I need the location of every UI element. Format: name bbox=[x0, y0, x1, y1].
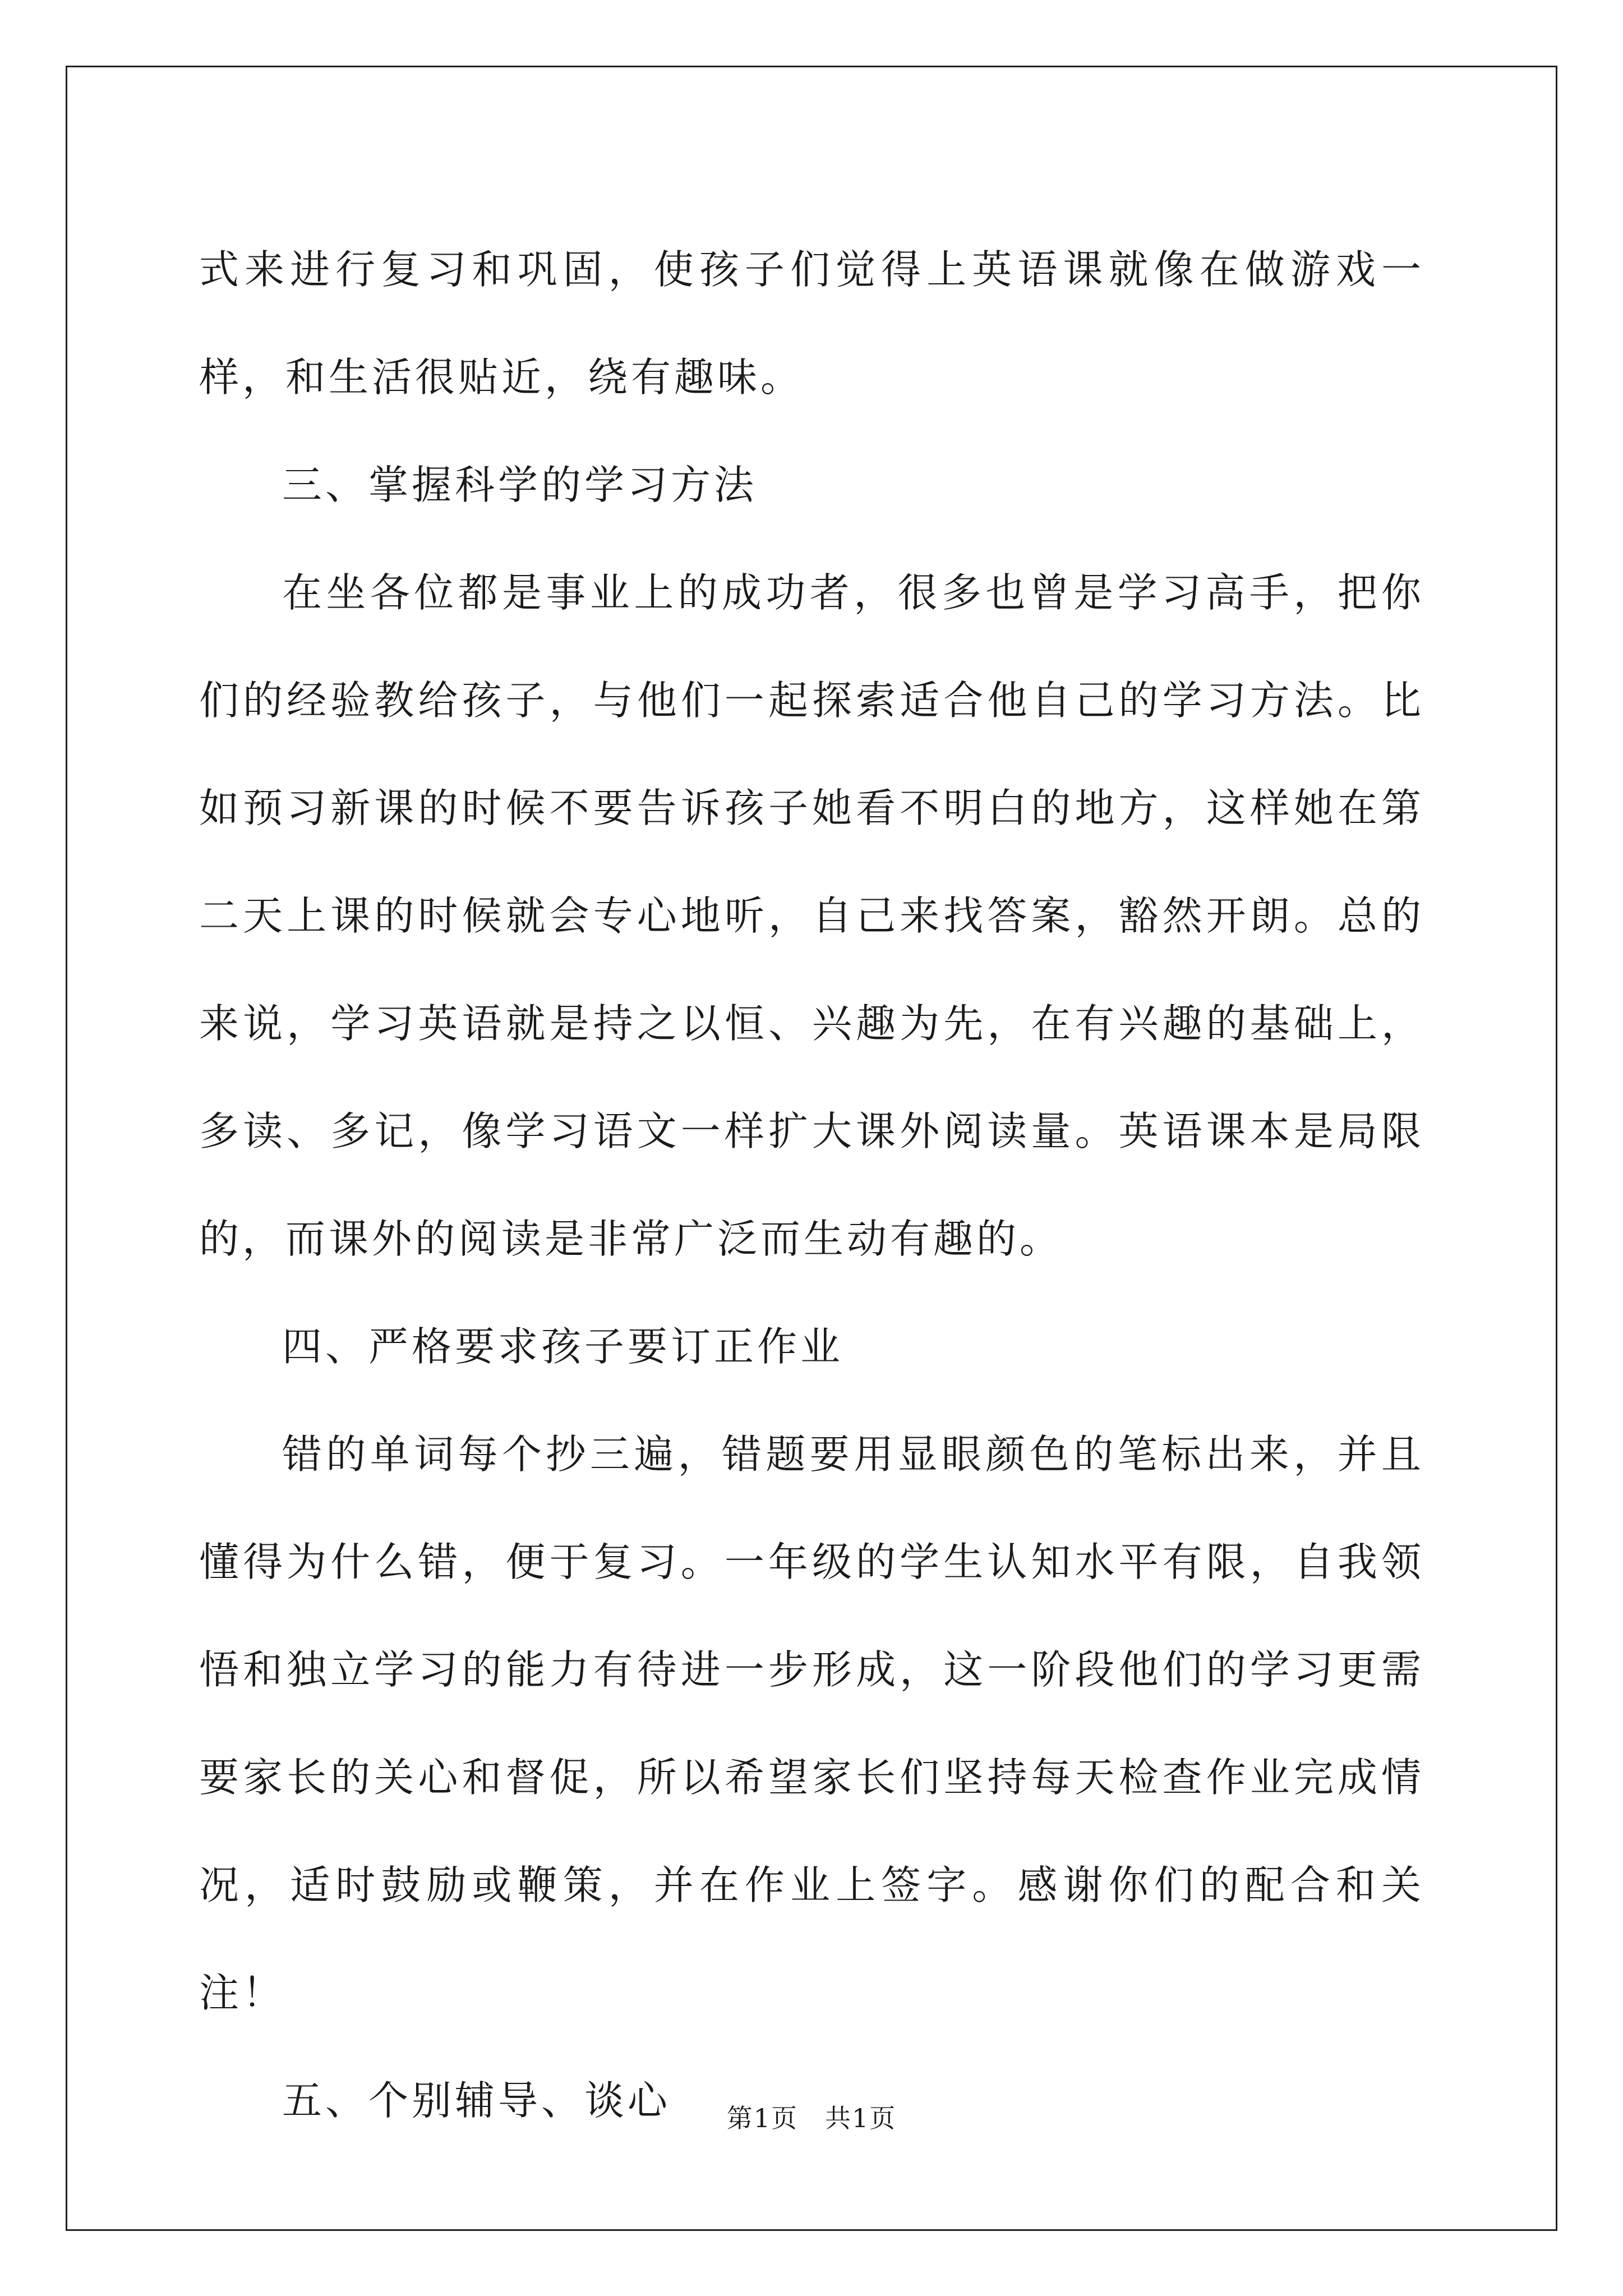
page-footer bbox=[0, 2098, 1623, 2135]
section-heading-4: 四、严格要求孩子要订正作业 bbox=[282, 1323, 844, 1370]
page-number-current: 第1页 bbox=[726, 2103, 798, 2133]
page-number-total: 共1页 bbox=[825, 2103, 897, 2133]
paragraph-study-methods: 在坐各位都是事业上的成功者，很多也曾是学习高手，把你们的经验教给孩子，与他们一起探索适合他自己的学习方法。比如预习新课的时候不要告诉孩子她看不明白的地方，这样她在第二天上课的时候就会专心地听，自己来找答案，豁然开朗。总的来说，学习英语就是持之以恒、兴趣为先，在有兴趣的基础上，多读、多记，像学习语文一样扩大课外阅读量。英语课本是局限的，而课外的阅读是非常广泛而生动有趣的。 bbox=[199, 569, 1424, 1262]
section-heading-5: 五、个别辅导、谈心 bbox=[282, 2077, 671, 2124]
paragraph-homework-correction: 错的单词每个抄三遍，错题要用显眼颜色的笔标出来，并且懂得为什么错，便于复习。一年级的学生认知水平有限，自我领悟和独立学习的能力有待进一步形成，这一阶段他们的学习更需要家长的关心和督促，所以希望家长们坚持每天检查作业完成情况，适时鼓励或鞭策，并在作业上签字。感谢你们的配合和关注！ bbox=[199, 1431, 1424, 2016]
section-heading-3: 三、掌握科学的学习方法 bbox=[282, 462, 758, 508]
document-body bbox=[199, 216, 1424, 2155]
paragraph-continued: 式来进行复习和巩固，使孩子们觉得上英语课就像在做游戏一样，和生活很贴近，绕有趣味。 bbox=[199, 246, 1424, 401]
